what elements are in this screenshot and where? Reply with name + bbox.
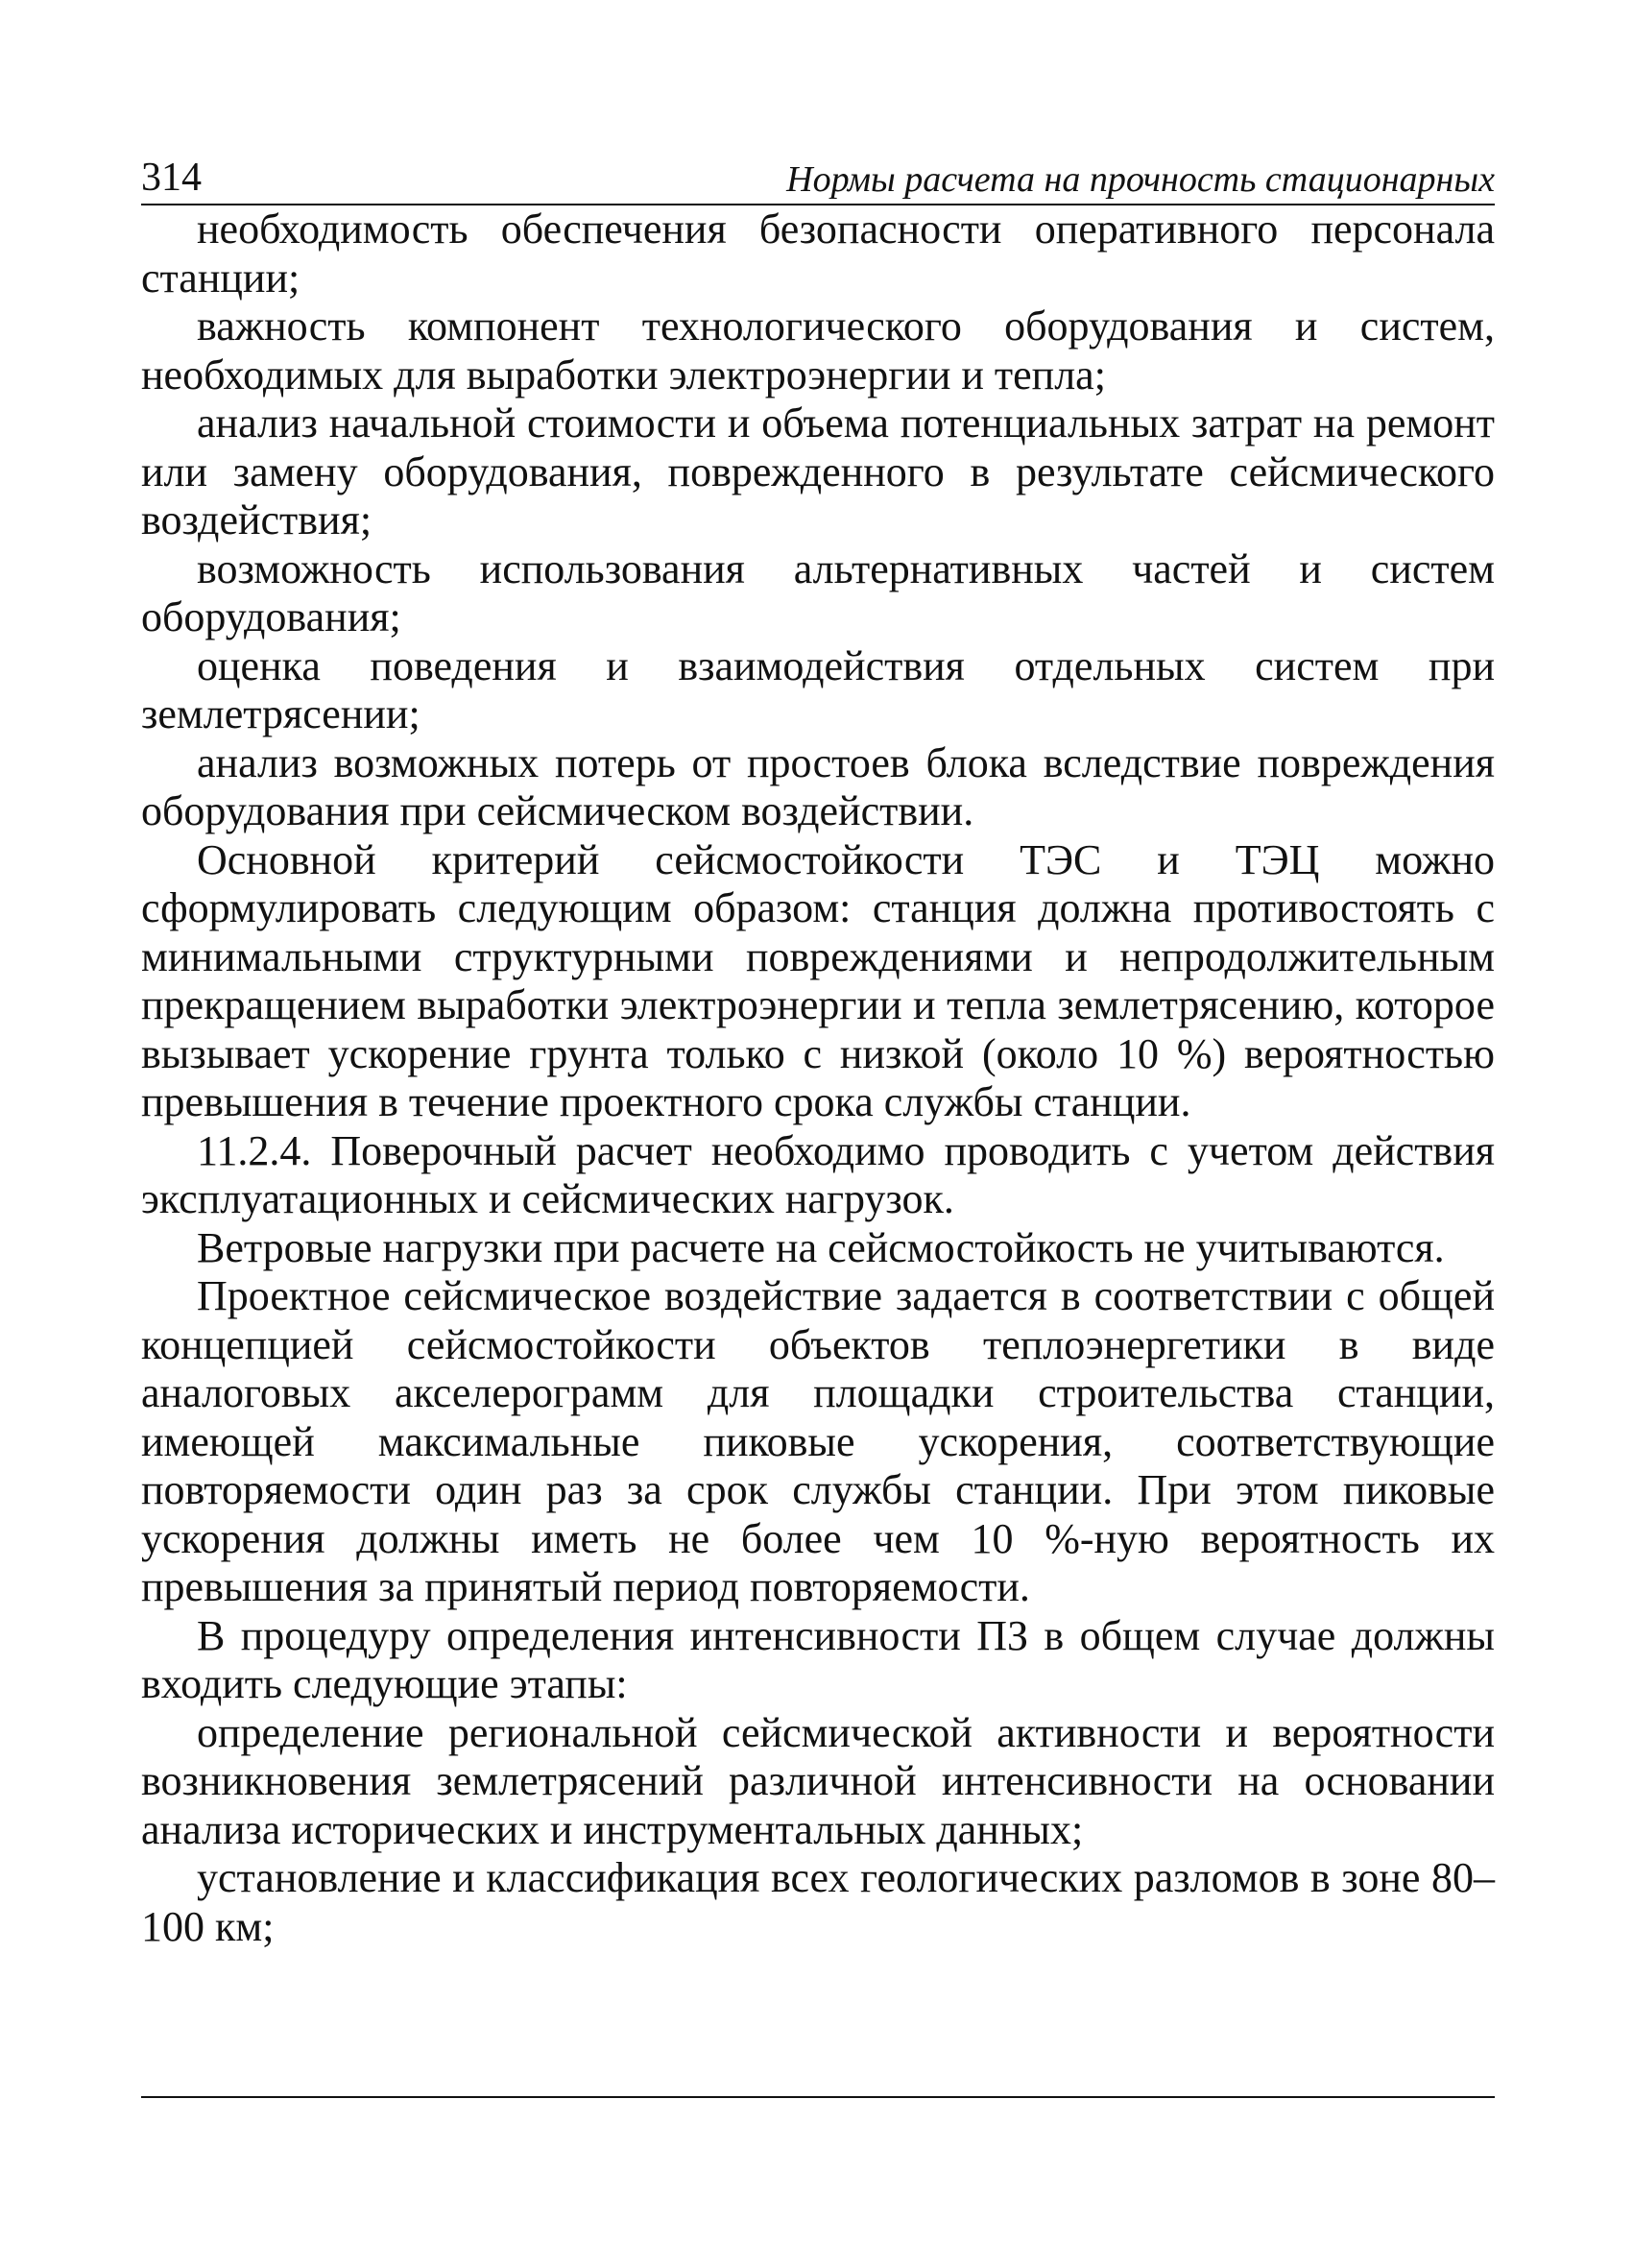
paragraph: установление и классификация всех геологических разломов в зоне 80–100 км;: [141, 1854, 1495, 1950]
footer-rule: [141, 2096, 1495, 2098]
page-number: 314: [141, 156, 202, 200]
header-title: Нормы расчета на прочность стационарных: [786, 159, 1495, 200]
paragraph: Ветровые нагрузки при расчете на сейсмостойкость не учитываются.: [197, 1223, 1445, 1271]
paragraph: В процедуру определения интенсивности ПЗ в общем случае должны входить следующие этапы:: [141, 1611, 1495, 1707]
paragraph: важность компонент технологического оборудования и систем, необходимых для выработки электроэнергии и тепла;: [141, 302, 1495, 398]
paragraph: анализ начальной стоимости и объема потенциальных затрат на ремонт или замену оборудования, поврежденного в результате сейсмического воздействия;: [141, 399, 1495, 543]
paragraph: необходимость обеспечения безопасности оперативного персонала станции;: [141, 205, 1495, 302]
paragraph: оценка поведения и взаимодействия отдельных систем при землетрясении;: [141, 641, 1495, 737]
paragraph: анализ возможных потерь от простоев блока вследствие повреждения оборудования при сейсмическом воздействии.: [141, 738, 1495, 834]
running-header: [141, 144, 1495, 205]
paragraph: 11.2.4. Поверочный расчет необходимо проводить с учетом действия эксплуатационных и сейсмических нагрузок.: [141, 1126, 1495, 1222]
document-page: [141, 144, 1495, 1951]
paragraph: определение региональной сейсмической активности и вероятности возникновения землетрясений различной интенсивности на основании анализа исторических и инструментальных данных;: [141, 1708, 1495, 1853]
paragraph: возможность использования альтернативных частей и систем оборудования;: [141, 544, 1495, 640]
paragraph: Проектное сейсмическое воздействие задается в соответствии с общей концепцией сейсмостойкости объектов теплоэнергетики в виде аналоговых акселерограмм для площадки строительства станции, имеющей максимальные пиковые ускорения, соответствующие повторяемости один раз за срок службы станции. При этом пиковые ускорения должны иметь не более чем 10 %-ную вероятность их превышения за принятый период повторяемости.: [141, 1272, 1495, 1610]
paragraph: Основной критерий сейсмостойкости ТЭС и ТЭЦ можно сформулировать следующим образом: станция должна противостоять с минимальными структурными повреждениями и непродолжительным прекращением выработки электроэнергии и тепла землетрясению, которое вызывает ускорение грунта только с низкой (около 10 %) вероятностью превышения в течение проектного срока службы станции.: [141, 835, 1495, 1125]
body-text: [141, 205, 1495, 1951]
